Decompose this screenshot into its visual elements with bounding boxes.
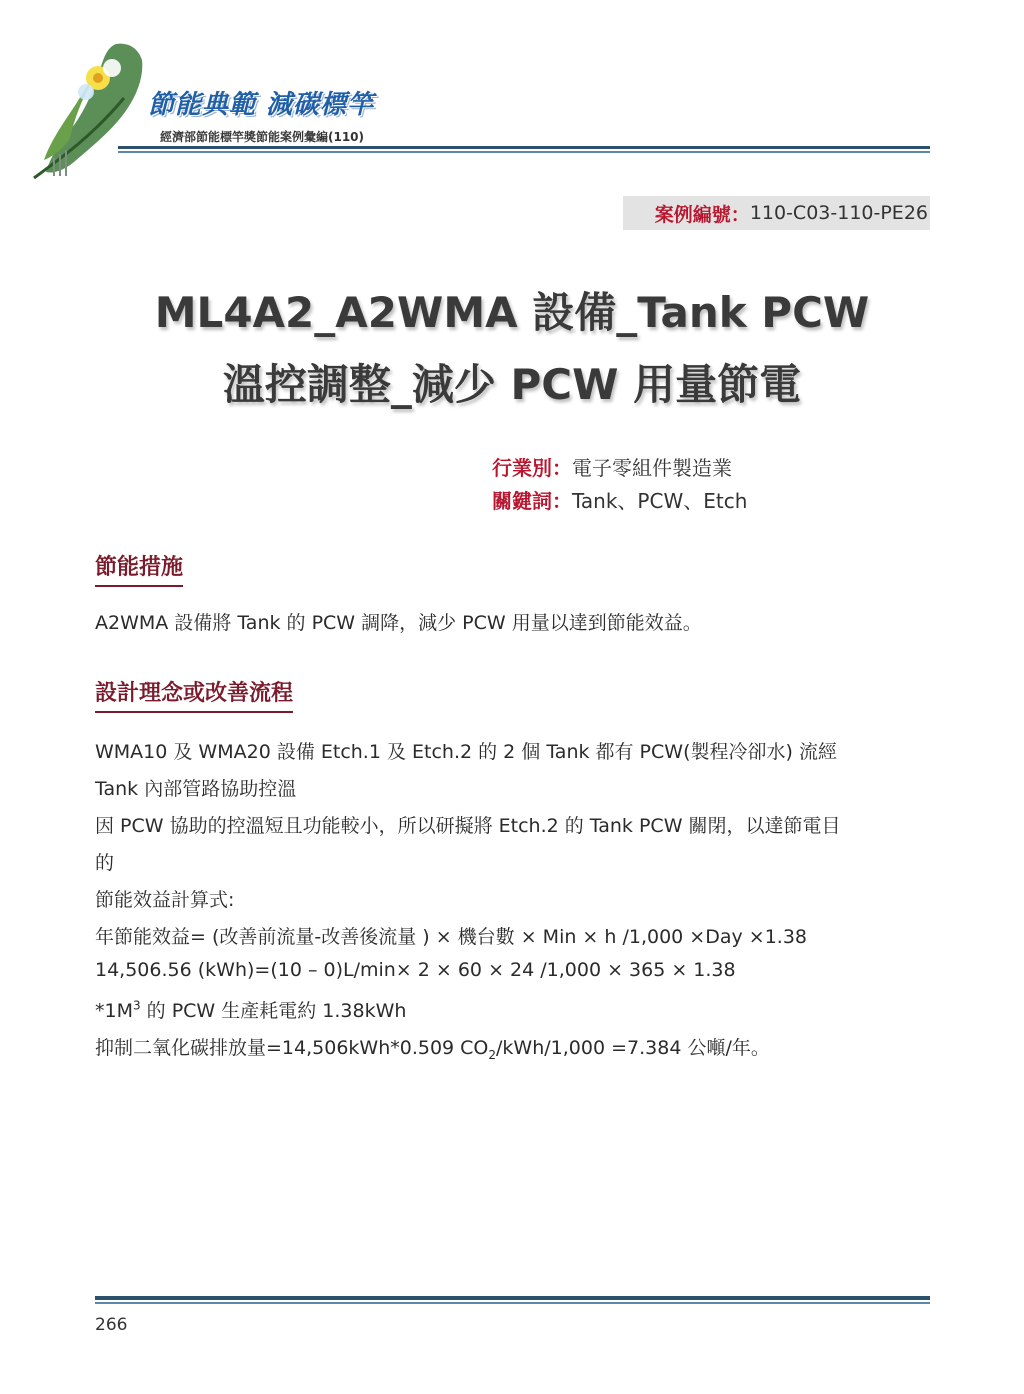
industry-row	[492, 452, 732, 481]
case-number-value: 110-C03-110-PE26	[749, 202, 928, 224]
section-heading-measures: 節能措施	[95, 550, 183, 587]
industry-label: 行業別：	[492, 456, 572, 480]
co2-reduction-line	[95, 1033, 770, 1062]
keywords-value: Tank、PCW、Etch	[572, 489, 748, 513]
keywords-label: 關鍵詞：	[492, 489, 572, 513]
footer-rule-thin	[95, 1302, 930, 1304]
design-line-3: 因 PCW 協助的控溫短且功能較小，所以研擬將 Etch.2 的 Tank PCW 關閉，以達節電目	[95, 815, 841, 837]
formula-line: 年節能效益= (改善前流量-改善後流量 ) × 機台數 × Min × h /1,000 ×Day ×1.38	[95, 926, 808, 948]
header-rule	[118, 146, 930, 149]
header-rule-thin	[118, 151, 930, 153]
design-line-1: WMA10 及 WMA20 設備 Etch.1 及 Etch.2 的 2 個 Tank 都有 PCW(製程冷卻水) 流經	[95, 741, 837, 763]
co2-line-prefix: 抑制二氧化碳排放量=14,506kWh*0.509 CO	[95, 1037, 489, 1059]
section-heading-design: 設計理念或改善流程	[95, 676, 293, 713]
footer-rule	[95, 1296, 930, 1300]
pcw-energy-note	[95, 996, 406, 1023]
keywords-row	[492, 485, 747, 514]
pcw-note-prefix: *1M	[95, 1000, 133, 1022]
measures-text: A2WMA 設備將 Tank 的 PCW 調降，減少 PCW 用量以達到節能效益。	[95, 612, 702, 634]
page-number: 266	[95, 1315, 128, 1335]
page-title-line2: 溫控調整_減少 PCW 用量節電	[222, 360, 802, 409]
formula-heading: 節能效益計算式:	[95, 889, 235, 911]
brand-title: 節能典範 減碳標竿	[148, 90, 375, 120]
pcw-note-suffix: 的 PCW 生產耗電約 1.38kWh	[140, 1000, 407, 1022]
page-title-line1: ML4A2_A2WMA 設備_Tank PCW	[154, 288, 870, 337]
calculation-line: 14,506.56 (kWh)=(10 – 0)L/min× 2 × 60 × 24 /1,000 × 365 × 1.38	[95, 959, 736, 981]
design-line-2: Tank 內部管路協助控溫	[95, 778, 297, 800]
pcw-note-superscript: 3	[132, 998, 141, 1013]
case-number-box	[623, 196, 930, 230]
case-number-label: 案例編號：	[654, 203, 750, 226]
brand-subtitle: 經濟部節能標竿獎節能案例彙編(110)	[160, 130, 365, 144]
industry-value: 電子零組件製造業	[572, 456, 732, 480]
co2-line-suffix: /kWh/1,000 =7.384 公噸/年。	[496, 1037, 770, 1059]
co2-subscript: 2	[488, 1047, 497, 1062]
design-line-4: 的	[95, 852, 115, 874]
